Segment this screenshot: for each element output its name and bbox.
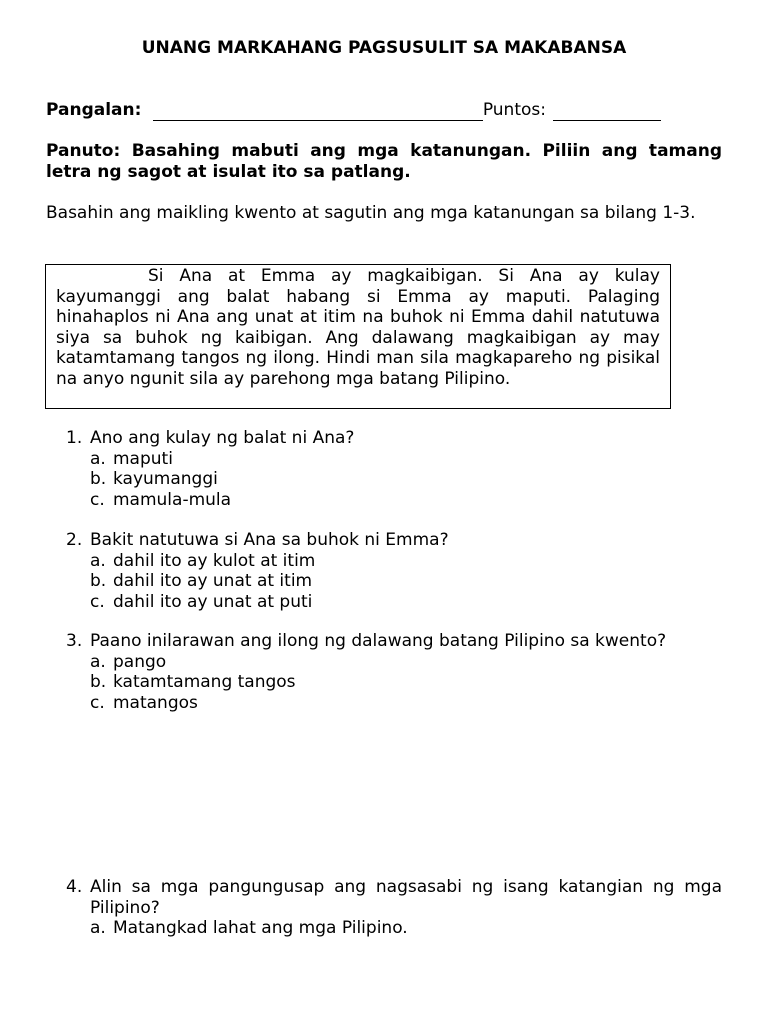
choice-list [90,449,722,511]
choice-b[interactable] [90,571,722,592]
question-text: Alin sa mga pangungusap ang nagsasabi ng isang katangian ng mga Pilipino? [90,877,722,918]
choice-b[interactable] [90,672,722,693]
choice-text: pango [113,651,167,672]
choice-b[interactable] [90,469,722,490]
choice-c[interactable] [90,693,722,714]
question-number: 2. [66,530,83,550]
choice-letter: b. [90,672,107,692]
question-number: 4. [66,877,83,897]
choice-list [90,652,722,714]
choice-c[interactable] [90,490,722,511]
question-3 [66,631,722,713]
question-1 [66,428,722,510]
choice-a[interactable] [90,551,722,572]
question-2 [66,530,722,612]
name-blank[interactable] [153,102,483,121]
reading-intro: Basahin ang maikling kwento at sagutin ang mga katanungan sa bilang 1-3. [46,203,696,223]
choice-letter: c. [90,489,105,510]
question-text: Paano inilarawan ang ilong ng dalawang batang Pilipino sa kwento? [90,631,667,651]
choice-list [90,551,722,613]
question-4 [66,877,722,939]
choice-letter: b. [90,469,107,489]
choice-text: dahil ito ay unat at itim [113,571,313,591]
choice-letter: c. [90,692,105,713]
choice-list [90,918,722,939]
choice-text: katamtamang tangos [113,672,296,692]
choice-text: Matangkad lahat ang mga Pilipino. [113,918,408,938]
choice-letter: a. [90,651,106,672]
exam-title: UNANG MARKAHANG PAGSUSULIT SA MAKABANSA [141,38,627,58]
choice-text: matangos [113,692,198,713]
score-blank[interactable] [553,102,661,121]
choice-c[interactable] [90,592,722,613]
choice-text: maputi [113,448,173,469]
choice-a[interactable] [90,449,722,470]
story-text: Si Ana at Emma ay magkaibigan. Si Ana ay kulay kayumanggi ang balat habang si Emma ay maputi. Palaging hinahaplos ni Ana ang unat at itim na buhok ni Emma dahil natutuwa siya sa buhok ng kaibigan. Ang dalawang magkaibigan ay may katamtamang tangos ng ilong. Hindi man sila magkapareho ng pisikal na anyo ngunit sila ay parehong mga batang Pilipino. [56,266,660,389]
choice-a[interactable] [90,918,722,939]
question-text: Ano ang kulay ng balat ni Ana? [90,428,355,448]
question-number: 3. [66,631,83,651]
question-number: 1. [66,428,83,448]
name-label: Pangalan: [46,100,142,120]
choice-letter: b. [90,571,107,591]
name-score-row [46,100,726,121]
choice-letter: a. [90,918,106,938]
question-text: Bakit natutuwa si Ana sa buhok ni Emma? [90,530,449,550]
choice-letter: a. [90,448,106,469]
score-label: Puntos: [482,100,546,120]
choice-a[interactable] [90,652,722,673]
choice-letter: c. [90,591,105,612]
choice-text: dahil ito ay unat at puti [113,591,313,612]
story-box [45,264,671,409]
choice-text: kayumanggi [113,469,218,489]
choice-text: mamula-mula [113,489,232,510]
choice-letter: a. [90,550,106,571]
choice-text: dahil ito ay kulot at itim [113,550,316,571]
instructions: Panuto: Basahing mabuti ang mga katanungan. Piliin ang tamang letra ng sagot at isulat ito sa patlang. [46,141,722,182]
